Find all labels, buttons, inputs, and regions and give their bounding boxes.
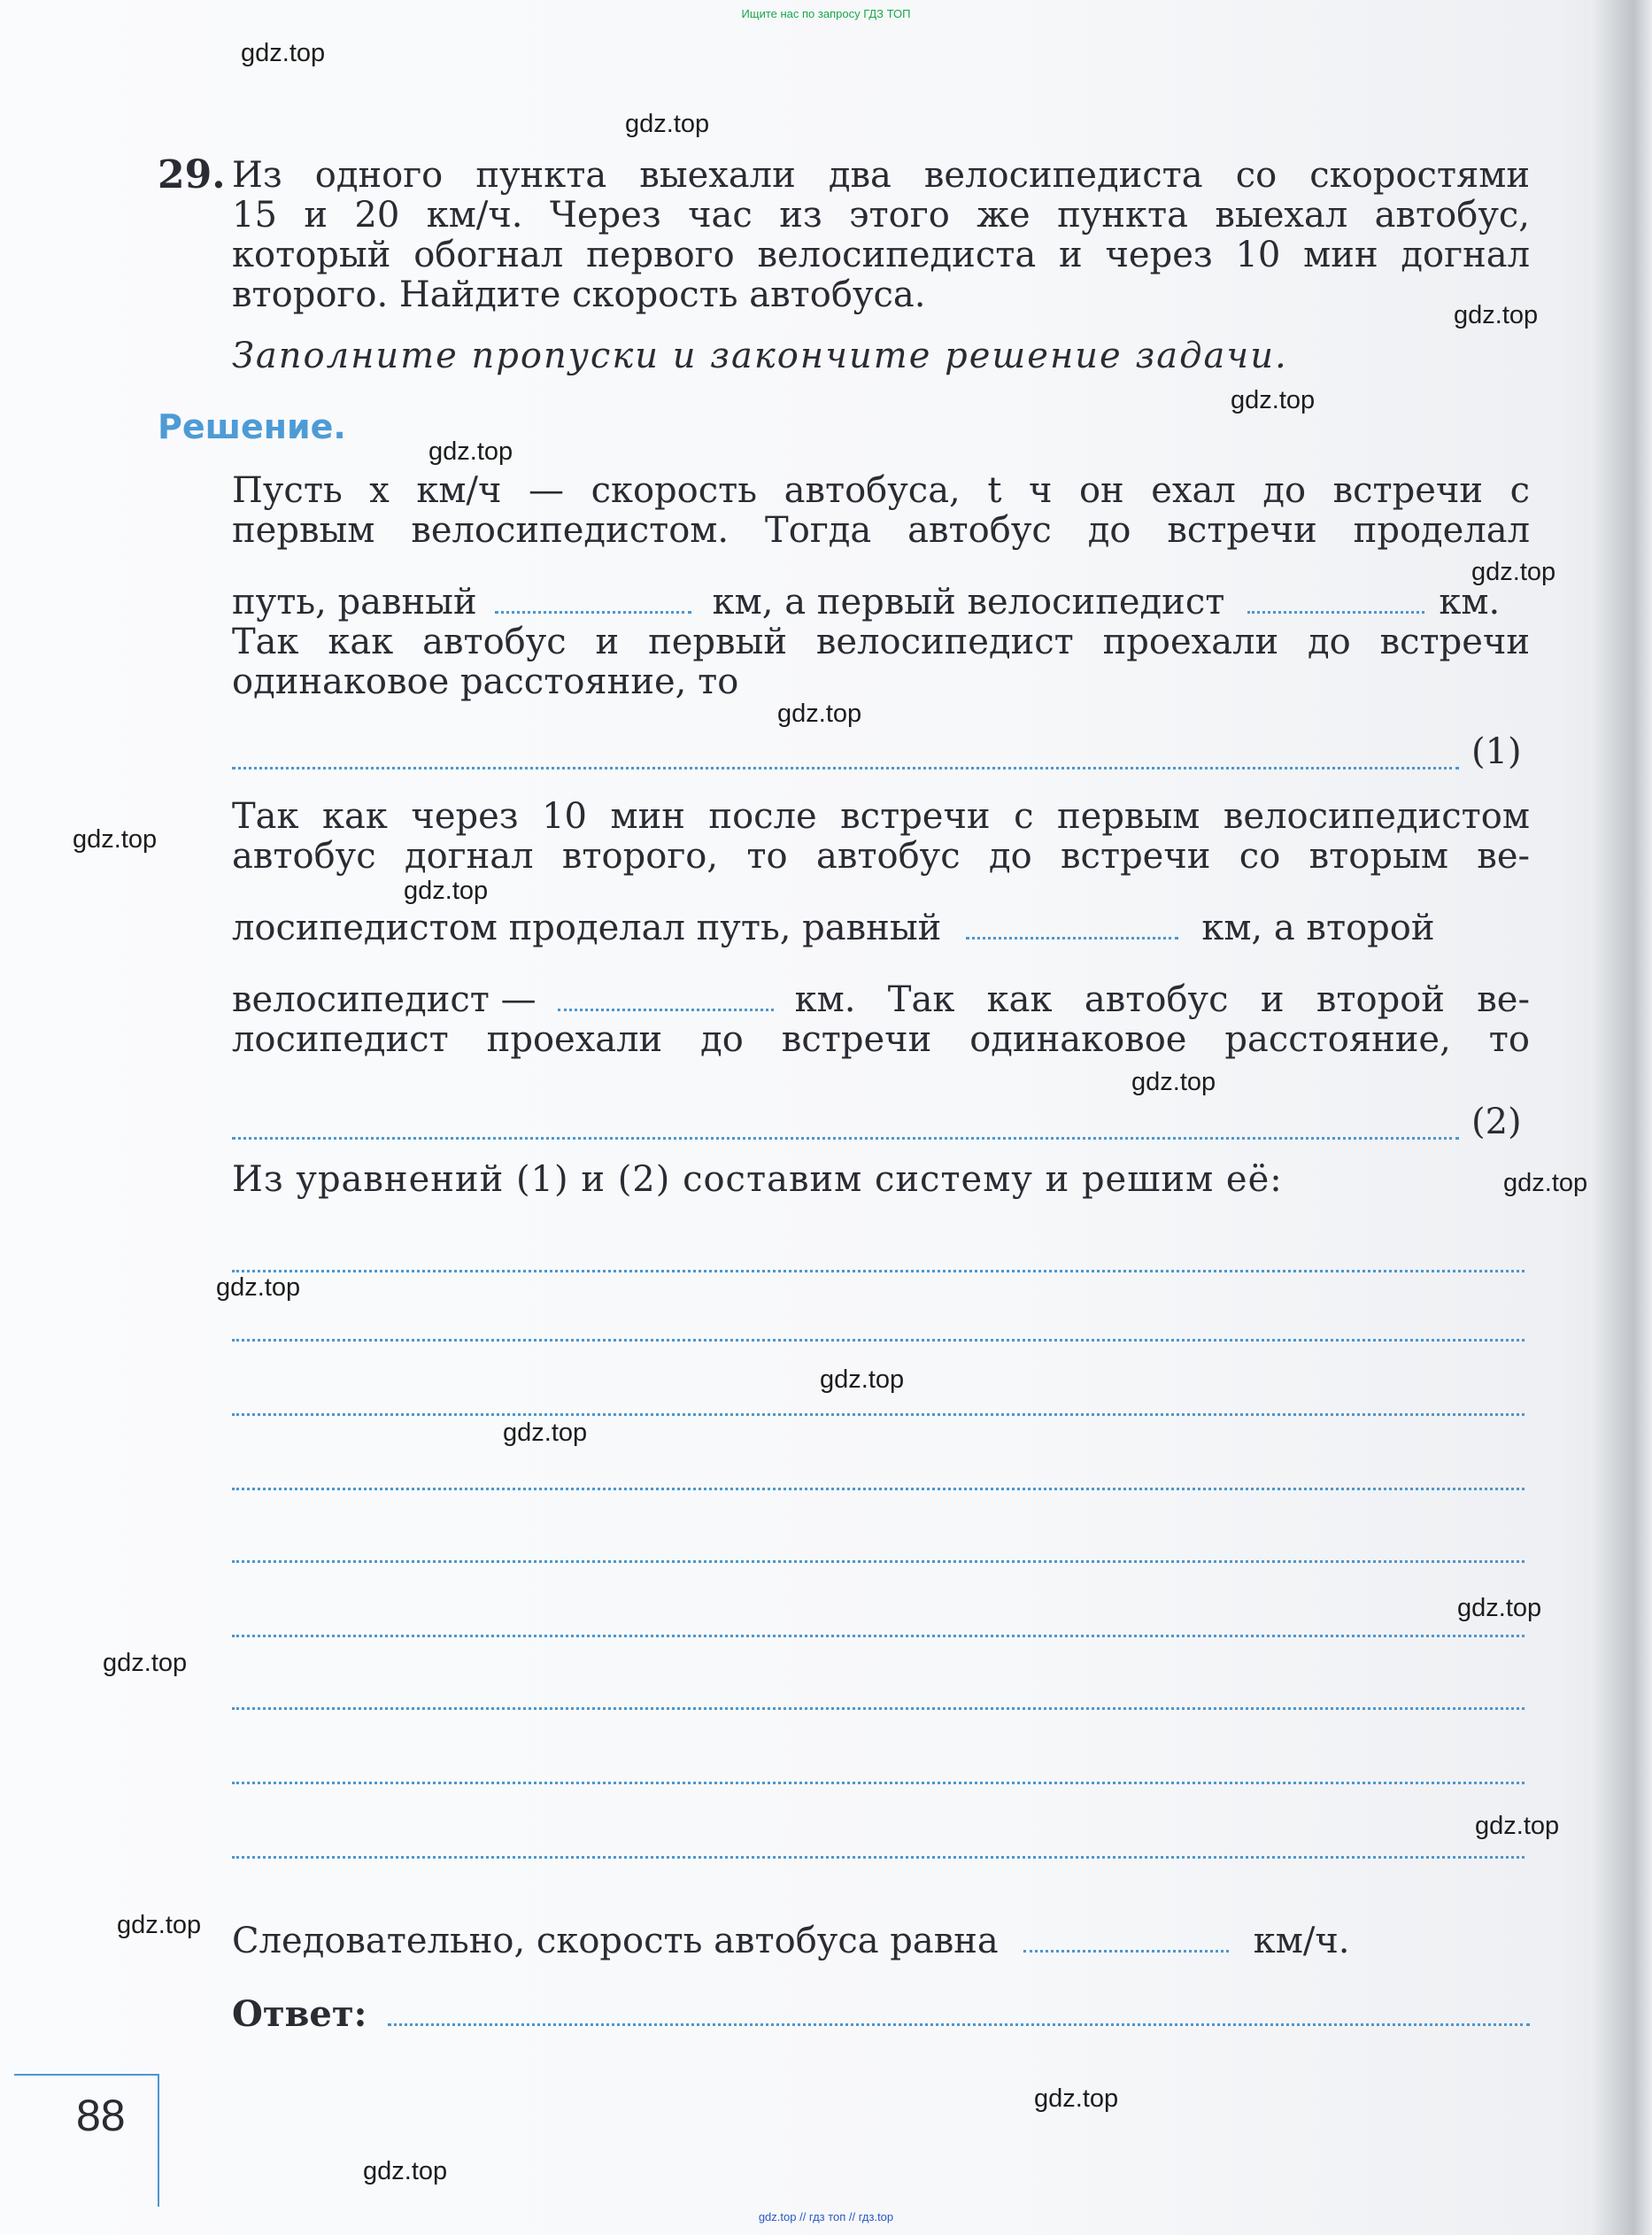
watermark: gdz.top: [241, 39, 326, 67]
blank-field[interactable]: [1023, 1925, 1229, 1953]
blank-line[interactable]: [232, 1137, 1459, 1140]
equation-number: (2): [1471, 1102, 1522, 1142]
solution-heading: Решение.: [158, 407, 346, 446]
watermark: gdz.top: [1475, 1812, 1560, 1840]
blank-line[interactable]: [232, 1339, 1525, 1342]
watermark: gdz.top: [363, 2157, 448, 2185]
solution-line-with-blanks: [232, 909, 1530, 948]
blank-line[interactable]: [232, 1270, 1525, 1272]
blank-line[interactable]: [232, 1560, 1525, 1563]
task-condition-line: Из одного пункта выехали два велосипедиста со скоростями: [232, 155, 1530, 196]
watermark: gdz.top: [117, 1911, 202, 1939]
watermark: gdz.top: [1131, 1068, 1216, 1096]
solution-text: Следовательно, скорость автобуса равна: [232, 1921, 999, 1961]
task-condition-line: который обогнал первого велосипедиста и через 10 мин догнал: [232, 235, 1530, 275]
blank-line[interactable]: [232, 1707, 1525, 1710]
answer-line: [232, 1994, 1530, 2034]
blank-line[interactable]: [232, 1635, 1525, 1637]
watermark: gdz.top: [1454, 301, 1539, 329]
solution-text: км.: [1439, 582, 1501, 623]
solution-text: км, а первый велосипедист: [712, 582, 1225, 623]
watermark: gdz.top: [503, 1419, 588, 1447]
blank-line[interactable]: [232, 1488, 1525, 1490]
solution-text: путь, равный: [232, 582, 477, 623]
blank-line[interactable]: [232, 1782, 1525, 1784]
watermark: gdz.top: [404, 877, 489, 905]
solution-line: Из уравнений (1) и (2) составим систему и решим её:: [232, 1159, 1283, 1200]
page-number: 88: [76, 2091, 126, 2140]
watermark: gdz.top: [1231, 386, 1316, 414]
solution-line: Пусть x км/ч — скорость автобуса, t ч он ехал до встречи с: [232, 470, 1530, 511]
solution-text: лосипедистом проделал путь, равный: [232, 908, 942, 948]
task-number: 29.: [158, 152, 226, 197]
watermark: gdz.top: [1471, 558, 1556, 586]
answer-field[interactable]: [388, 1999, 1530, 2026]
solution-line: Так как через 10 мин после встречи с первым велосипедистом: [232, 796, 1530, 837]
solution-text: велосипедист —: [232, 979, 537, 1020]
solution-text: км. Так как автобус и второй ве-: [794, 979, 1530, 1020]
blank-field[interactable]: [558, 984, 774, 1011]
solution-line: одинаковое расстояние, то: [232, 661, 739, 702]
watermark: gdz.top: [73, 825, 158, 854]
blank-field[interactable]: [495, 586, 691, 614]
watermark: gdz.top: [1034, 2084, 1119, 2113]
solution-line-with-blanks: [232, 583, 1530, 623]
top-note: Ищите нас по запросу ГДЗ ТОП: [741, 7, 911, 20]
solution-line: автобус догнал второго, то автобус до встречи со вторым ве-: [232, 836, 1530, 877]
solution-line: Так как автобус и первый велосипедист проехали до встречи: [232, 622, 1530, 662]
solution-line-with-blanks: [232, 980, 1530, 1020]
blank-field[interactable]: [966, 912, 1178, 940]
blank-line[interactable]: [232, 1413, 1525, 1416]
watermark: gdz.top: [428, 437, 513, 466]
watermark: gdz.top: [1503, 1169, 1588, 1197]
watermark: gdz.top: [820, 1365, 905, 1394]
equation-number: (1): [1471, 731, 1522, 772]
bottom-note: gdz.top // гдз топ // гдз.top: [758, 2210, 894, 2223]
book-binding-shadow: [1590, 0, 1652, 2235]
watermark: gdz.top: [625, 110, 710, 138]
watermark: gdz.top: [216, 1273, 301, 1302]
blank-line[interactable]: [232, 1856, 1525, 1859]
watermark: gdz.top: [103, 1649, 188, 1677]
solution-text: км, а второй: [1201, 908, 1435, 948]
answer-label: Ответ:: [232, 1993, 367, 2035]
blank-field[interactable]: [1247, 586, 1424, 614]
solution-text: км/ч.: [1253, 1921, 1350, 1961]
conclusion-line: [232, 1922, 1530, 1961]
solution-line: лосипедист проехали до встречи одинаковое расстояние, то: [232, 1019, 1530, 1060]
watermark: gdz.top: [777, 700, 862, 728]
task-instruction: Заполните пропуски и закончите решение задачи.: [232, 336, 1288, 376]
watermark: gdz.top: [1457, 1594, 1542, 1622]
blank-line[interactable]: [232, 767, 1459, 769]
task-condition-line: 15 и 20 км/ч. Через час из этого же пункта выехал автобус,: [232, 195, 1530, 236]
solution-line: первым велосипедистом. Тогда автобус до встречи проделал: [232, 510, 1530, 551]
task-condition-line: второго. Найдите скорость автобуса.: [232, 275, 926, 315]
